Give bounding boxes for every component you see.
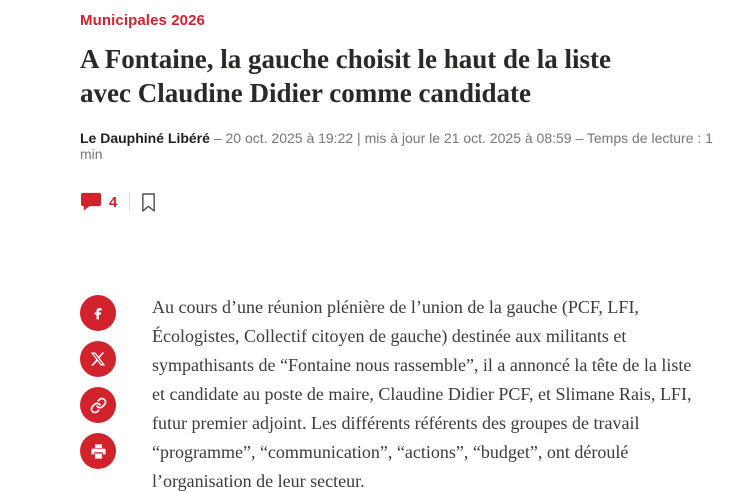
- engagement-bar: [80, 189, 732, 215]
- category-link[interactable]: Municipales 2026: [80, 12, 205, 29]
- comment-icon: [80, 192, 102, 212]
- bookmark-icon: [140, 192, 157, 213]
- facebook-icon: [89, 304, 107, 322]
- article-body: [80, 295, 732, 492]
- article-headline: A Fontaine, la gauche choisit le haut de la liste avec Claudine Didier comme candidate: [80, 44, 612, 108]
- x-twitter-icon: [90, 351, 106, 367]
- byline: [80, 130, 732, 162]
- share-x-twitter-button[interactable]: [80, 341, 116, 377]
- share-toolbar: [80, 295, 116, 469]
- share-facebook-button[interactable]: [80, 295, 116, 331]
- share-copy-link-button[interactable]: [80, 387, 116, 423]
- article-paragraph: Au cours d’une réunion plénière de l’union de la gauche (PCF, LFI, Écologistes, Collectif citoyen de gauche) destinée aux militants et sympathisants de “Fontaine nous rassemble”, il a annoncé la tête de la liste et candidate au poste de maire, Claudine Didier PCF, et Slimane Rais, LFI, futur premier adjoint. Les différents référents des groupes de travail “programme”, “communication”, “actions”, “budget”, ont déroulé l’organisation de leur secteur.: [152, 297, 692, 491]
- comments-button[interactable]: [80, 192, 117, 212]
- link-icon: [90, 397, 107, 414]
- share-print-button[interactable]: [80, 433, 116, 469]
- byline-source: Le Dauphiné Libéré: [80, 130, 210, 146]
- divider: [129, 193, 130, 211]
- byline-details: – 20 oct. 2025 à 19:22 | mis à jour le 21 oct. 2025 à 08:59 – Temps de lecture : 1 min: [80, 130, 713, 162]
- comment-count: 4: [109, 193, 118, 211]
- bookmark-button[interactable]: [140, 192, 157, 213]
- print-icon: [90, 443, 107, 460]
